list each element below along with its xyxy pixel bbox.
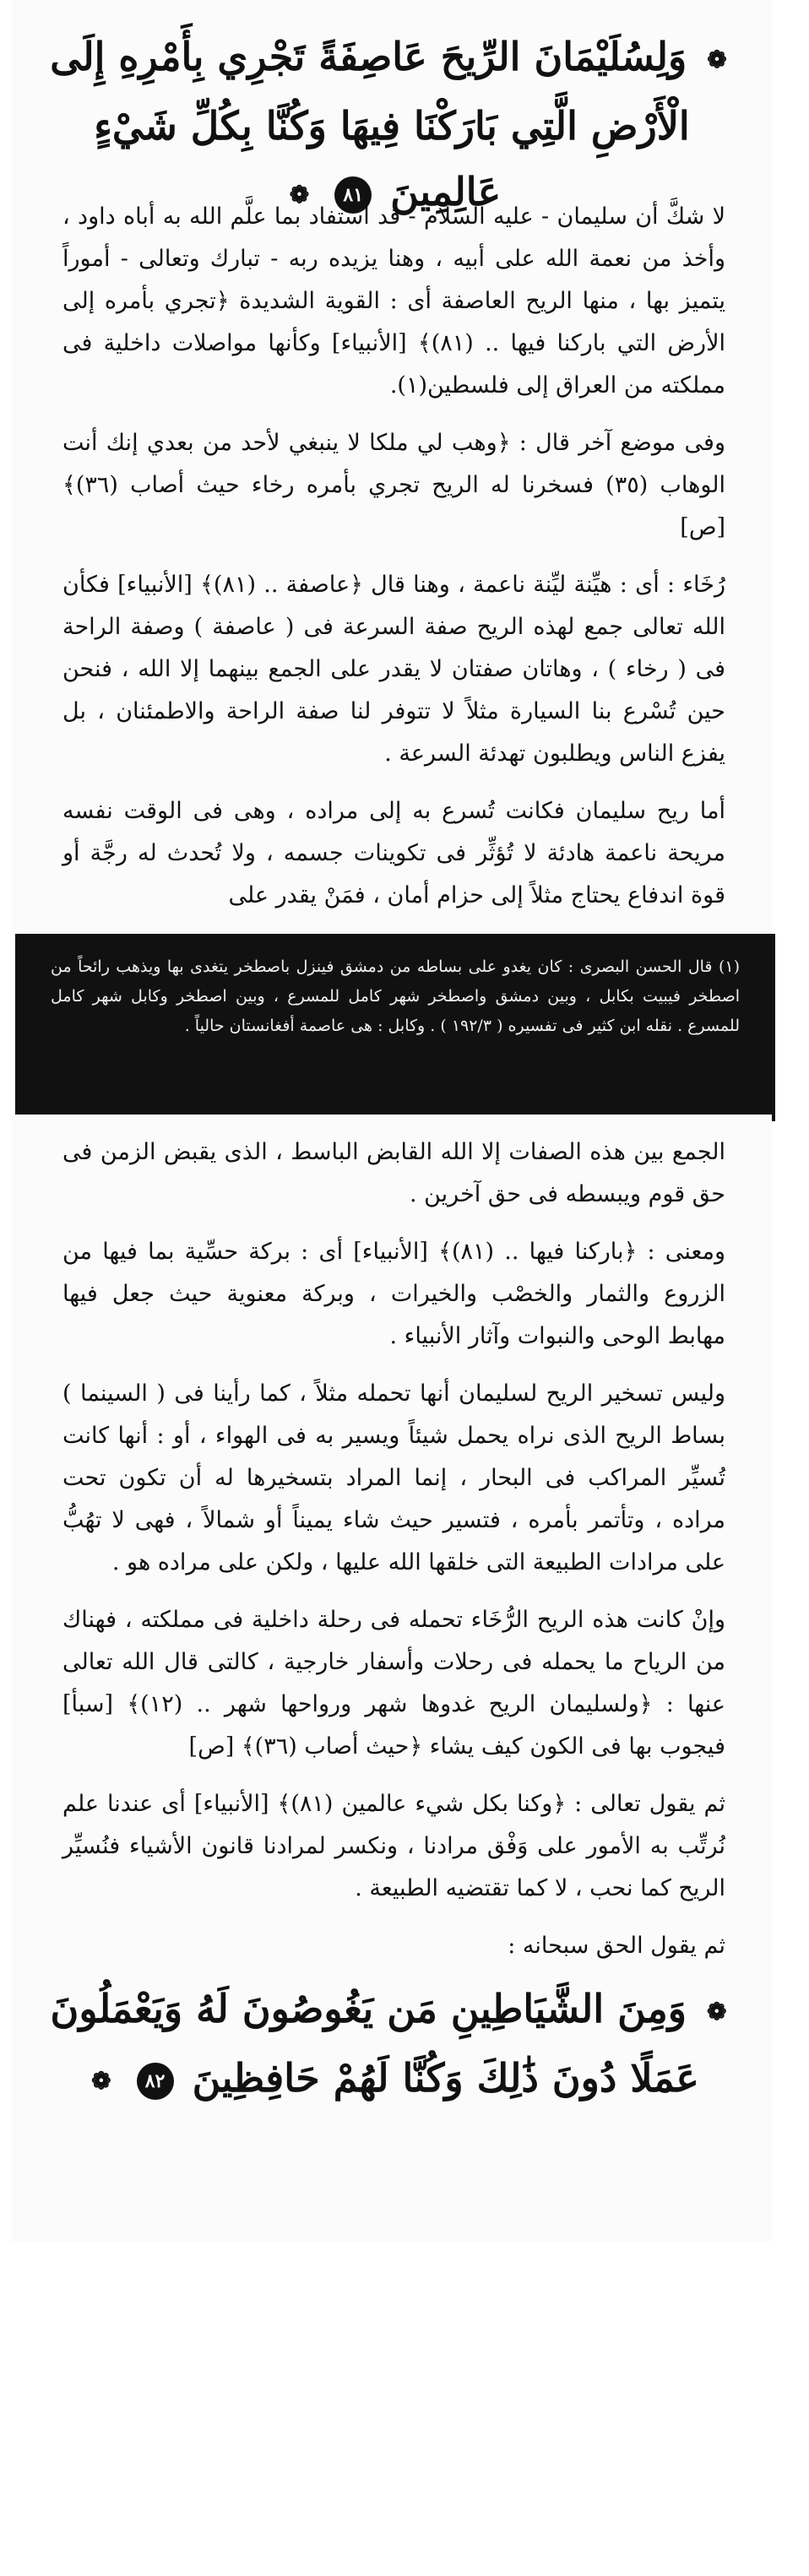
commentary-body-lower (62, 1114, 725, 1982)
paragraph: ثم يقول تعالى : ﴿وكنا بكل شيء عالمين (٨١)﴾ [الأنبياء] أى عندنا علم نُرتِّب به الأمور على وَفْق مرادنا ، ونكسر لمرادنا قانون الأشياء فنُسيِّر الريح كما نحب ، لا كما تقتضيه الطبيعة . (62, 1791, 725, 1901)
verse-text: وَمِنَ الشَّيَاطِينِ مَن يَغُوصُونَ لَهُ وَيَعْمَلُونَ عَمَلًا دُونَ ذَٰلِكَ وَكُنَّا لَهُمْ حَافِظِينَ (50, 1986, 699, 2101)
ayah-number-badge: ٨٢ (137, 2063, 174, 2100)
footnote-text: (١) قال الحسن البصرى : كان يغدو على بساطه من دمشق فينزل باصطخر يتغدى بها ويذهب رائحاً من اصطخر فيبيت بكابل ، وبين دمشق واصطخر شهر كامل للمسرع ، وبين اصطخر وكابل شهر كامل للمسرع . نقله ابن كثير فى تفسيره ( ١٩٢/٣ ) . وكابل : هى عاصمة أفغانستان حالياً . (51, 957, 740, 1035)
commentary-body-upper (62, 196, 725, 932)
flower-ornament-icon: ❁ (707, 46, 727, 73)
page-sheet-lower (12, 1114, 772, 2242)
ayah-number-badge: ٨١ (334, 176, 372, 214)
flower-ornament-icon: ❁ (707, 1998, 727, 2026)
verse-text: وَلِسُلَيْمَانَ الرِّيحَ عَاصِفَةً تَجْرِي بِأَمْرِهِ إِلَى الْأَرْضِ الَّتِي بَارَكْنَا فِيهَا وَكُنَّا بِكُلِّ شَيْءٍ عَالِمِينَ (50, 34, 690, 214)
quran-verse-82 (12, 1976, 772, 2114)
paragraph: وإنْ كانت هذه الريح الرُّخَاء تحمله فى رحلة داخلية فى مملكته ، فهناك من الرياح ما يحمله فى رحلات وأسفار خارجية ، كالتى قال الله تعالى عنها : ﴿ولسليمان الريح غدوها شهر ورواحها شهر .. (١٢)﴾ [سبأ] فيجوب بها فى الكون كيف يشاء ﴿حيث أصاب (٣٦)﴾ [ص] (62, 1607, 725, 1760)
paragraph: وفى موضع آخر قال : ﴿وهب لي ملكا لا ينبغي لأحد من بعدي إنك أنت الوهاب (٣٥) فسخرنا له الريح تجري بأمره رخاء حيث أصاب (٣٦)﴾ [ص] (62, 430, 725, 540)
paragraph: ثم يقول الحق سبحانه : (508, 1933, 725, 1959)
flower-ornament-icon: ❁ (289, 181, 310, 209)
paragraph: الجمع بين هذه الصفات إلا الله القابض الباسط ، الذى يقبض الزمن فى حق قوم ويبسطه فى حق آخرين . (62, 1139, 725, 1207)
paragraph: رُخَاء : أى : هيِّنة ليِّنة ناعمة ، وهنا قال ﴿عاصفة .. (٨١)﴾ [الأنبياء] فكأن الله تعالى جمع لهذه الريح صفة السرعة فى ( عاصفة ) وصفة الراحة فى ( رخاء ) ، وهاتان صفتان لا يقدر على الجمع بينهما إلا الله ، فنحن حين تُسْرع بنا السيارة مثلاً لا تتوفر لنا صفة الراحة والاطمئنان ، بل يفزع الناس ويطلبون تهدئة السرعة . (62, 572, 726, 767)
paragraph: لا شكَّ أن سليمان - عليه السلام - قد استفاد بما علَّم الله به أباه داود ، وأخذ من نعمة الله على أبيه ، وهنا يزيده ربه - تبارك وتعالى - أموراً يتميز بها ، منها الريح العاصفة أى : القوية الشديدة ﴿تجري بأمره إلى الأرض التي باركنا فيها .. (٨١)﴾ [الأنبياء] وكأنها مواصلات داخلية فى مملكته من العراق إلى فلسطين(١). (62, 203, 725, 399)
footnote-box (15, 934, 775, 1121)
paragraph: وليس تسخير الريح لسليمان أنها تحمله مثلاً ، كما رأينا فى ( السينما ) بساط الريح الذى نراه يحمل شيئاً ويسير به فى الهواء ، أو : أنها كانت تُسيِّر المراكب فى البحار ، إنما المراد بتسخيرها له أن تكون تحت مراده ، وتأتمر بأمره ، فتسير حيث شاء يميناً أو شمالاً ، فهى لا تهُبُّ على مرادات الطبيعة التى خلقها الله عليها ، ولكن على مراده هو . (62, 1380, 725, 1575)
flower-ornament-icon: ❁ (91, 2067, 111, 2095)
page-sheet-upper (12, 0, 772, 937)
paragraph: أما ريح سليمان فكانت تُسرع به إلى مراده ، وهى فى الوقت نفسه مريحة ناعمة هادئة لا تُؤثِّر فى تكوينات جسمه ، ولا تُحدث له رجَّة أو قوة اندفاع يحتاج مثلاً إلى حزام أمان ، فمَنْ يقدر على (62, 798, 725, 908)
paragraph: ومعنى : ﴿باركنا فيها .. (٨١)﴾ [الأنبياء] أى : بركة حسِّية بما فيها من الزروع والثمار والخصْب والخيرات ، وبركة معنوية حيث جعل فيها مهابط الوحى والنبوات وآثار الأنبياء . (62, 1239, 725, 1349)
